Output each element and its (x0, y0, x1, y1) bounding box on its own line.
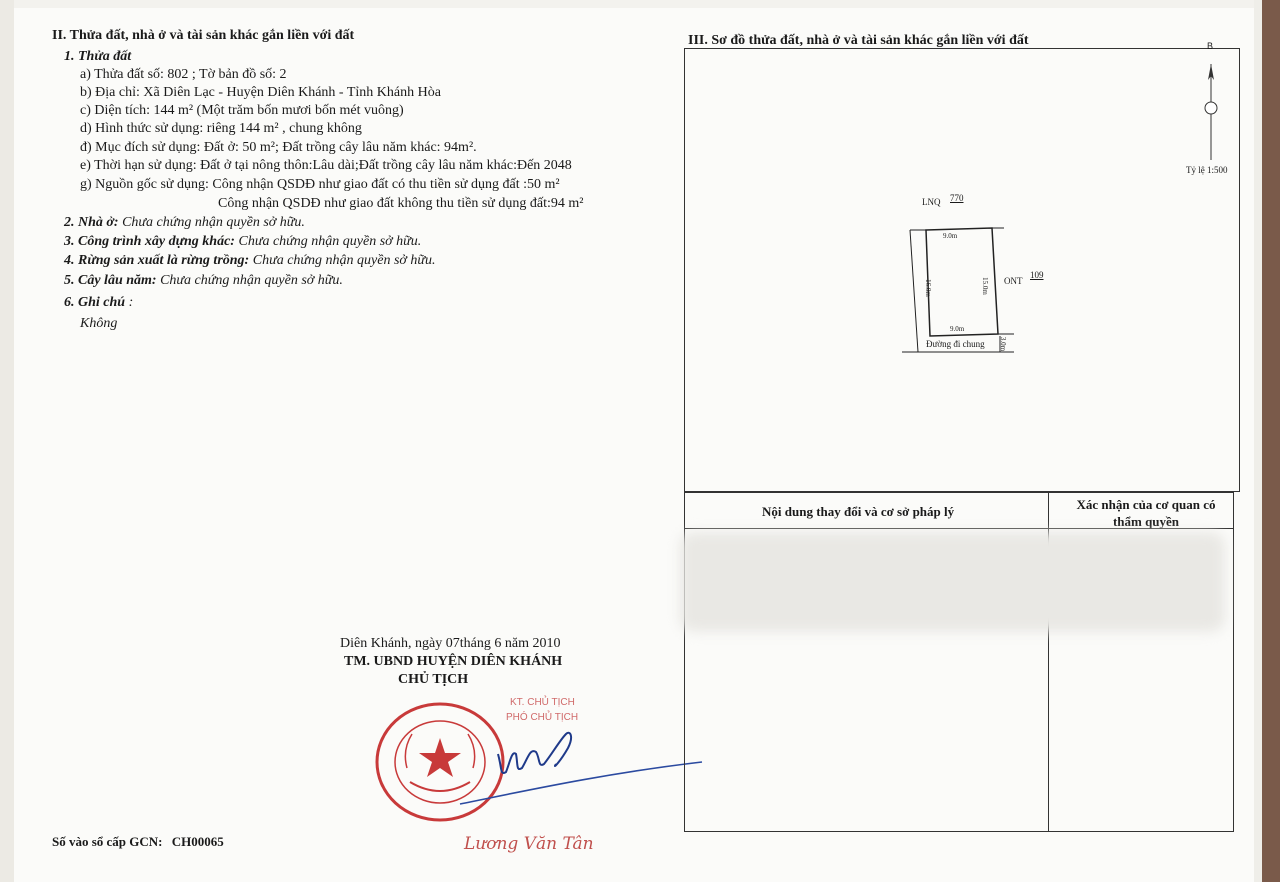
item4-label: 4. Rừng sản xuất là rừng trồng: (64, 253, 250, 268)
usage-form-line: d) Hình thức sử dụng: riêng 144 m² , chung không (80, 121, 362, 136)
signer-name: Lương Văn Tân (464, 834, 594, 854)
item6-label: 6. Ghi chú (64, 295, 126, 310)
dim-road: 3.0m (999, 336, 1008, 352)
page-right-margin (1254, 0, 1262, 882)
item2-value: Chưa chứng nhận quyền sở hữu. (122, 215, 305, 230)
north-label: B (1207, 41, 1214, 51)
item6-value: Không (80, 316, 118, 331)
item6-row (64, 294, 133, 312)
issuing-org: TM. UBND HUYỆN DIÊN KHÁNH (344, 654, 563, 669)
ont-label: ONT (1004, 276, 1023, 286)
dim-top: 9.0m (943, 232, 958, 240)
issuing-role: CHỦ TỊCH (398, 672, 469, 687)
origin-line-1: g) Nguồn gốc sử dụng: Công nhận QSDĐ như giao đất có thu tiền sử dụng đất :50 m² (80, 177, 560, 192)
item5-value: Chưa chứng nhận quyền sở hữu. (160, 273, 343, 288)
lnq-parcel-number: 770 (950, 193, 964, 203)
registration-label: Số vào sổ cấp GCN: (52, 834, 163, 849)
item4-row (64, 252, 436, 270)
usage-term-line: e) Thời hạn sử dụng: Đất ở tại nông thôn:Lâu dài;Đất trồng cây lâu năm khác:Đến 2048 (80, 158, 572, 173)
section-iii-title: III. Sơ đồ thửa đất, nhà ở và tài sản khác gắn liền với đất (688, 33, 1029, 48)
dim-left: 16.0m (923, 279, 932, 297)
item5-row (64, 272, 343, 290)
signature-icon (440, 718, 710, 818)
area-line: c) Diện tích: 144 m² (Một trăm bốn mươi bốn mét vuông) (80, 103, 404, 118)
table-header-changes: Nội dung thay đổi và cơ sở pháp lý (762, 504, 955, 519)
background-right-edge (1262, 0, 1280, 882)
item5-label: 5. Cây lâu năm: (64, 273, 157, 288)
item3-row (64, 233, 421, 251)
page-left-edge (0, 0, 14, 882)
kt-chairman-stamp: KT. CHỦ TỊCH (510, 697, 575, 708)
origin-line-2: Công nhận QSDĐ như giao đất không thu tiền sử dụng đất:94 m² (218, 196, 584, 211)
section-ii-title: II. Thửa đất, nhà ở và tài sản khác gắn liền với đất (52, 28, 355, 43)
redacted-area (680, 532, 1225, 632)
usage-purpose-line: đ) Mục đích sử dụng: Đất ở: 50 m²; Đất trồng cây lâu năm khác: 94m². (80, 140, 477, 155)
issue-date: Diên Khánh, ngày 07tháng 6 năm 2010 (340, 636, 561, 651)
registration-value: CH00065 (171, 834, 224, 849)
parcel-plot-drawing (896, 222, 1036, 356)
address-line: b) Địa chỉ: Xã Diên Lạc - Huyện Diên Khánh - Tỉnh Khánh Hòa (80, 85, 441, 100)
shared-road-label: Đường đi chung (926, 339, 985, 349)
ont-parcel-number: 109 (1030, 270, 1044, 280)
lnq-label: LNQ (922, 197, 941, 207)
north-arrow-icon (1198, 62, 1224, 162)
item1-title: 1. Thửa đất (64, 49, 132, 64)
dim-bottom: 9.0m (950, 325, 965, 333)
item2-label: 2. Nhà ở: (64, 215, 119, 230)
item6-colon: : (128, 295, 134, 310)
table-header-confirmation: Xác nhận của cơ quan có thẩm quyền (1076, 497, 1216, 529)
map-scale: Tỷ lệ 1:500 (1186, 165, 1228, 175)
page-top-edge (0, 0, 1280, 8)
item3-label: 3. Công trình xây dựng khác: (64, 234, 235, 249)
parcel-number-line: a) Thửa đất số: 802 ; Tờ bản đồ số: 2 (80, 67, 287, 82)
item2-row (64, 214, 305, 232)
registration-number (52, 833, 224, 851)
item4-value: Chưa chứng nhận quyền sở hữu. (252, 253, 436, 268)
vice-chairman-stamp: PHÓ CHỦ TỊCH (506, 712, 579, 723)
item3-value: Chưa chứng nhận quyền sở hữu. (238, 234, 422, 249)
dim-right: 15.0m (980, 277, 989, 295)
